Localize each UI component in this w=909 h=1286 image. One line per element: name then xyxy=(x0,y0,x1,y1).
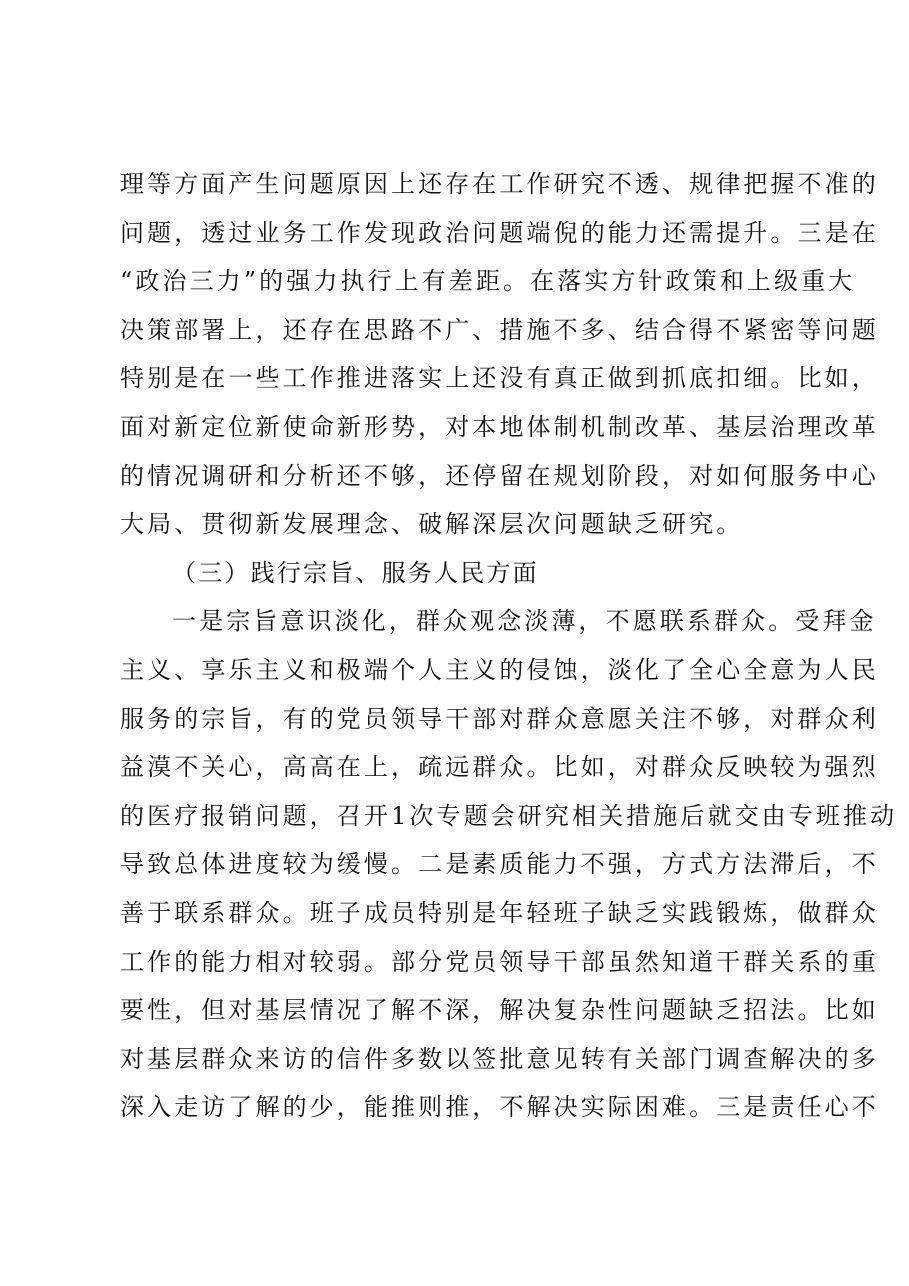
text-line: 的情况调研和分析还不够，还停留在规划阶段，对如何服务中心 xyxy=(120,461,879,490)
text-line: 善于联系群众。班子成员特别是年轻班子缺乏实践锻炼，做群众 xyxy=(120,898,879,927)
text-line: “政治三力”的强力执行上有差距。在落实方针政策和上级重大 xyxy=(120,267,856,296)
text-line: 决策部署上，还存在思路不广、措施不多、结合得不紧密等问题 xyxy=(120,315,879,344)
text-line: 工作的能力相对较弱。部分党员领导干部虽然知道干群关系的重 xyxy=(120,947,879,976)
text-line: 的医疗报销问题，召开1次专题会研究相关措施后就交由专班推动 xyxy=(120,801,898,830)
text-line: 面对新定位新使命新形势，对本地体制机制改革、基层治理改革 xyxy=(120,412,879,441)
text-line: 特别是在一些工作推进落实上还没有真正做到抓底扣细。比如， xyxy=(120,364,879,393)
text-line: 要性，但对基层情况了解不深，解决复杂性问题缺乏招法。比如 xyxy=(120,996,879,1025)
text-line: 导致总体进度较为缓慢。二是素质能力不强，方式方法滞后，不 xyxy=(120,850,879,879)
text-line: 主义、享乐主义和极端个人主义的侵蚀，淡化了全心全意为人民 xyxy=(120,655,879,684)
paragraph-first-line: 一是宗旨意识淡化，群众观念淡薄，不愿联系群众。受拜金 xyxy=(172,607,877,636)
text-line: 理等方面产生问题原因上还存在工作研究不透、规律把握不准的 xyxy=(120,170,879,198)
document-body xyxy=(120,160,898,1132)
text-line: 大局、贯彻新发展理念、破解深层次问题缺乏研究。 xyxy=(120,510,744,539)
text-line: 服务的宗旨，有的党员领导干部对群众意愿关注不够，对群众利 xyxy=(120,704,879,733)
text-line: 问题，透过业务工作发现政治问题端倪的能力还需提升。三是在 xyxy=(120,218,879,247)
text-line: 对基层群众来访的信件多数以签批意见转有关部门调查解决的多 xyxy=(120,1044,879,1073)
section-heading: （三）践行宗旨、服务人民方面 xyxy=(172,558,539,587)
text-line: 深入走访了解的少，能推则推，不解决实际困难。三是责任心不 xyxy=(120,1093,879,1122)
text-line: 益漠不关心，高高在上，疏远群众。比如，对群众反映较为强烈 xyxy=(120,753,879,782)
